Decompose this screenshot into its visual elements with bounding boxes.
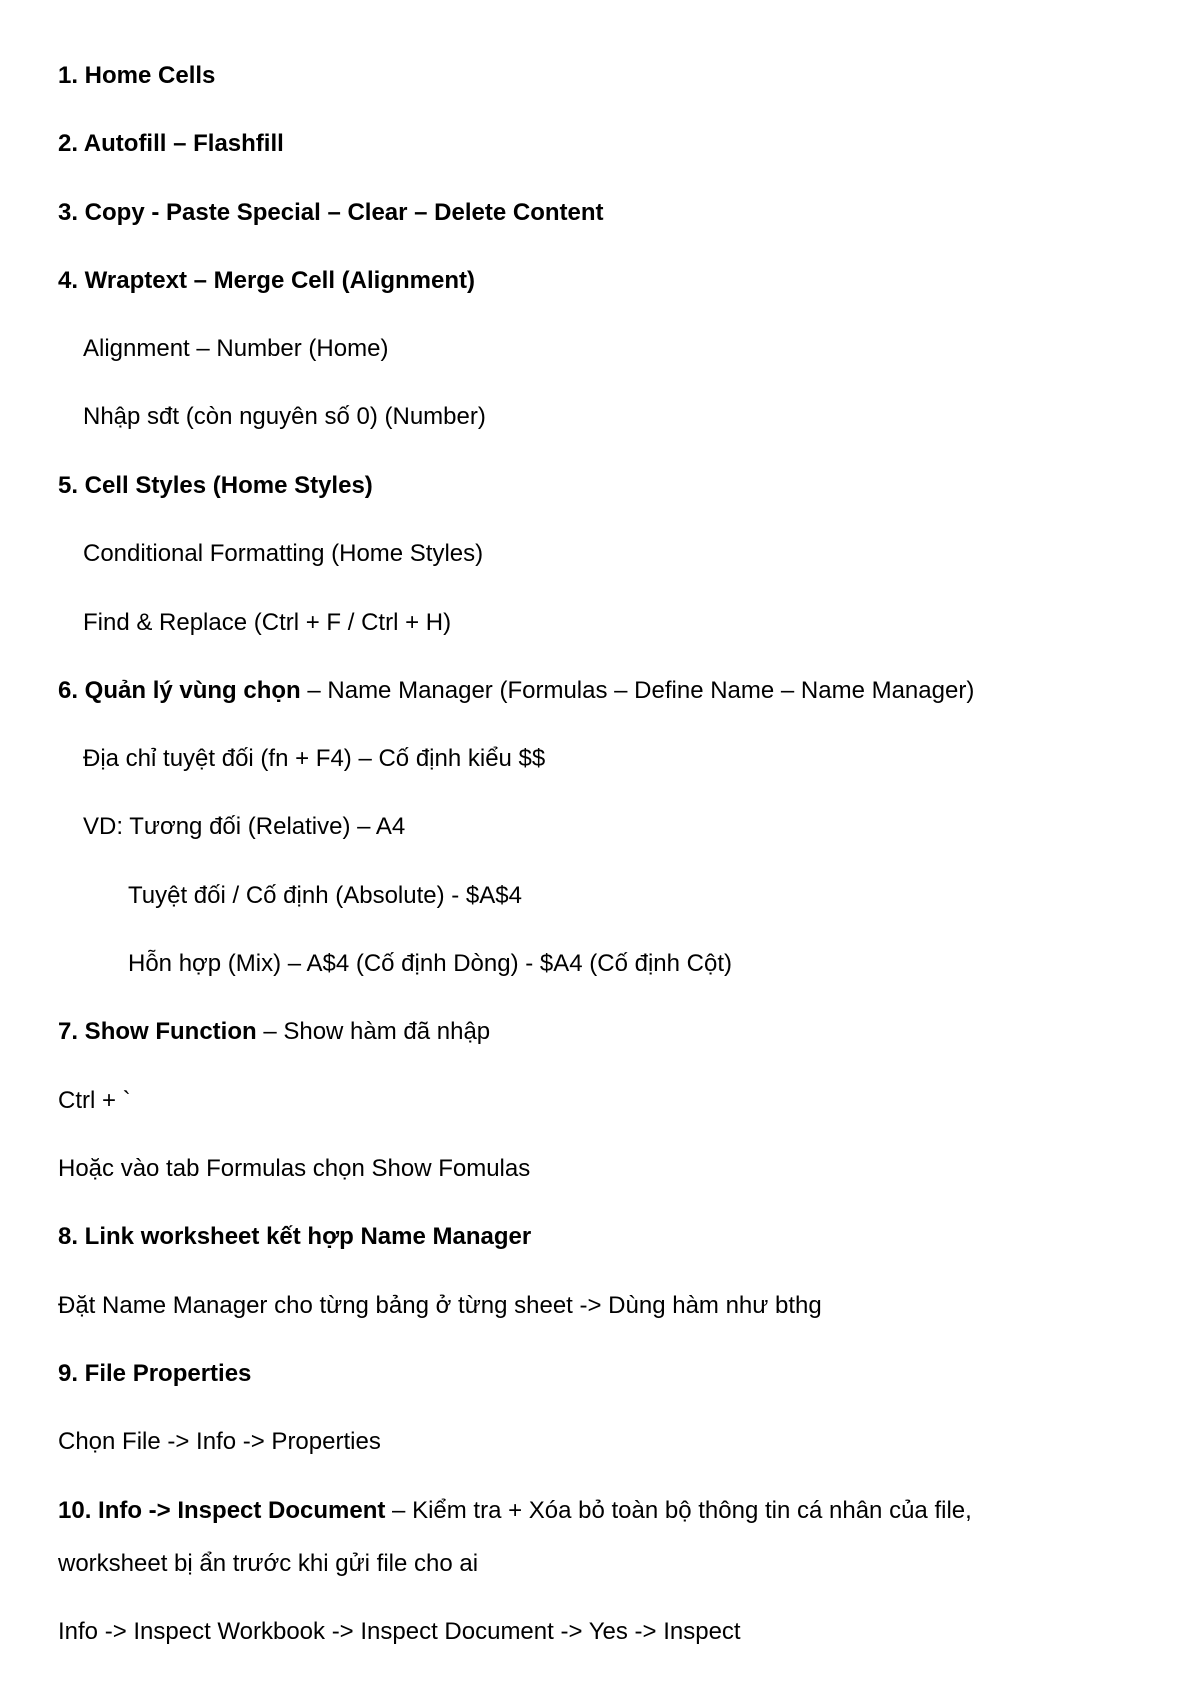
line-text: Địa chỉ tuyệt đối (fn + F4) – Cố định kiểu $$ [83,745,546,772]
heading-text: 3. Copy - Paste Special – Clear – Delete Content [58,199,604,226]
line-text: Hoặc vào tab Formulas chọn Show Fomulas [58,1155,531,1182]
line-text: Info -> Inspect Workbook -> Inspect Document -> Yes -> Inspect [58,1618,741,1645]
line-text: worksheet bị ẩn trước khi gửi file cho ai [58,1550,479,1577]
text-line-relative-example [83,812,405,842]
heading-link-worksheet [58,1222,531,1252]
line-text: Ctrl + ` [58,1087,131,1114]
text-line-properties-path [58,1427,381,1457]
heading-text: 8. Link worksheet kết hợp Name Manager [58,1223,532,1250]
text-line-alignment [83,334,388,364]
text-line-absolute-example [128,881,522,911]
text-line-conditional-formatting [83,539,483,569]
heading-home-cells [58,61,215,91]
heading-file-properties [58,1359,251,1389]
line-text: Find & Replace (Ctrl + F / Ctrl + H) [83,609,452,636]
heading-text: 5. Cell Styles (Home Styles) [58,472,373,499]
text-line-inspect-continuation [58,1549,478,1579]
text-line-phone-number [83,402,486,432]
line-text: – Name Manager (Formulas – Define Name – Name Manager) [300,677,975,704]
heading-text: 1. Home Cells [58,62,216,89]
text-line-shortcut [58,1086,131,1116]
text-line-show-formulas [58,1154,530,1184]
line-text: Chọn File -> Info -> Properties [58,1428,381,1455]
line-text: Hỗn hợp (Mix) – A$4 (Cố định Dòng) - $A4 (Cố định Cột) [128,950,733,977]
line-text: – Kiểm tra + Xóa bỏ toàn bộ thông tin cá nhân của file, [385,1497,972,1524]
line-text: Conditional Formatting (Home Styles) [83,540,484,567]
heading-text: 2. Autofill – Flashfill [58,130,284,157]
heading-autofill [58,129,284,159]
line-text: – Show hàm đã nhập [256,1018,491,1045]
text-line-name-manager-usage [58,1291,822,1321]
text-line-find-replace [83,608,451,638]
heading-text: 9. File Properties [58,1360,252,1387]
heading-text: 4. Wraptext – Merge Cell (Alignment) [58,267,475,294]
line-text: Tuyệt đối / Cố định (Absolute) - $A$4 [128,882,522,909]
heading-text: 7. Show Function [58,1018,257,1045]
heading-text: 6. Quản lý vùng chọn [58,677,301,704]
text-line-mixed-example [128,949,732,979]
heading-show-function [58,1017,490,1047]
line-text: VD: Tương đối (Relative) – A4 [83,813,406,840]
heading-cell-styles [58,471,373,501]
heading-name-manager [58,676,974,706]
text-line-absolute-address [83,744,545,774]
heading-text: 10. Info -> Inspect Document [58,1497,386,1524]
heading-copy-paste [58,198,604,228]
line-text: Nhập sđt (còn nguyên số 0) (Number) [83,403,486,430]
line-text: Alignment – Number (Home) [83,335,389,362]
text-line-inspect-path [58,1617,741,1647]
line-text: Đặt Name Manager cho từng bảng ở từng sheet -> Dùng hàm như bthg [58,1292,822,1319]
heading-wraptext [58,266,475,296]
heading-inspect-document [58,1496,972,1526]
